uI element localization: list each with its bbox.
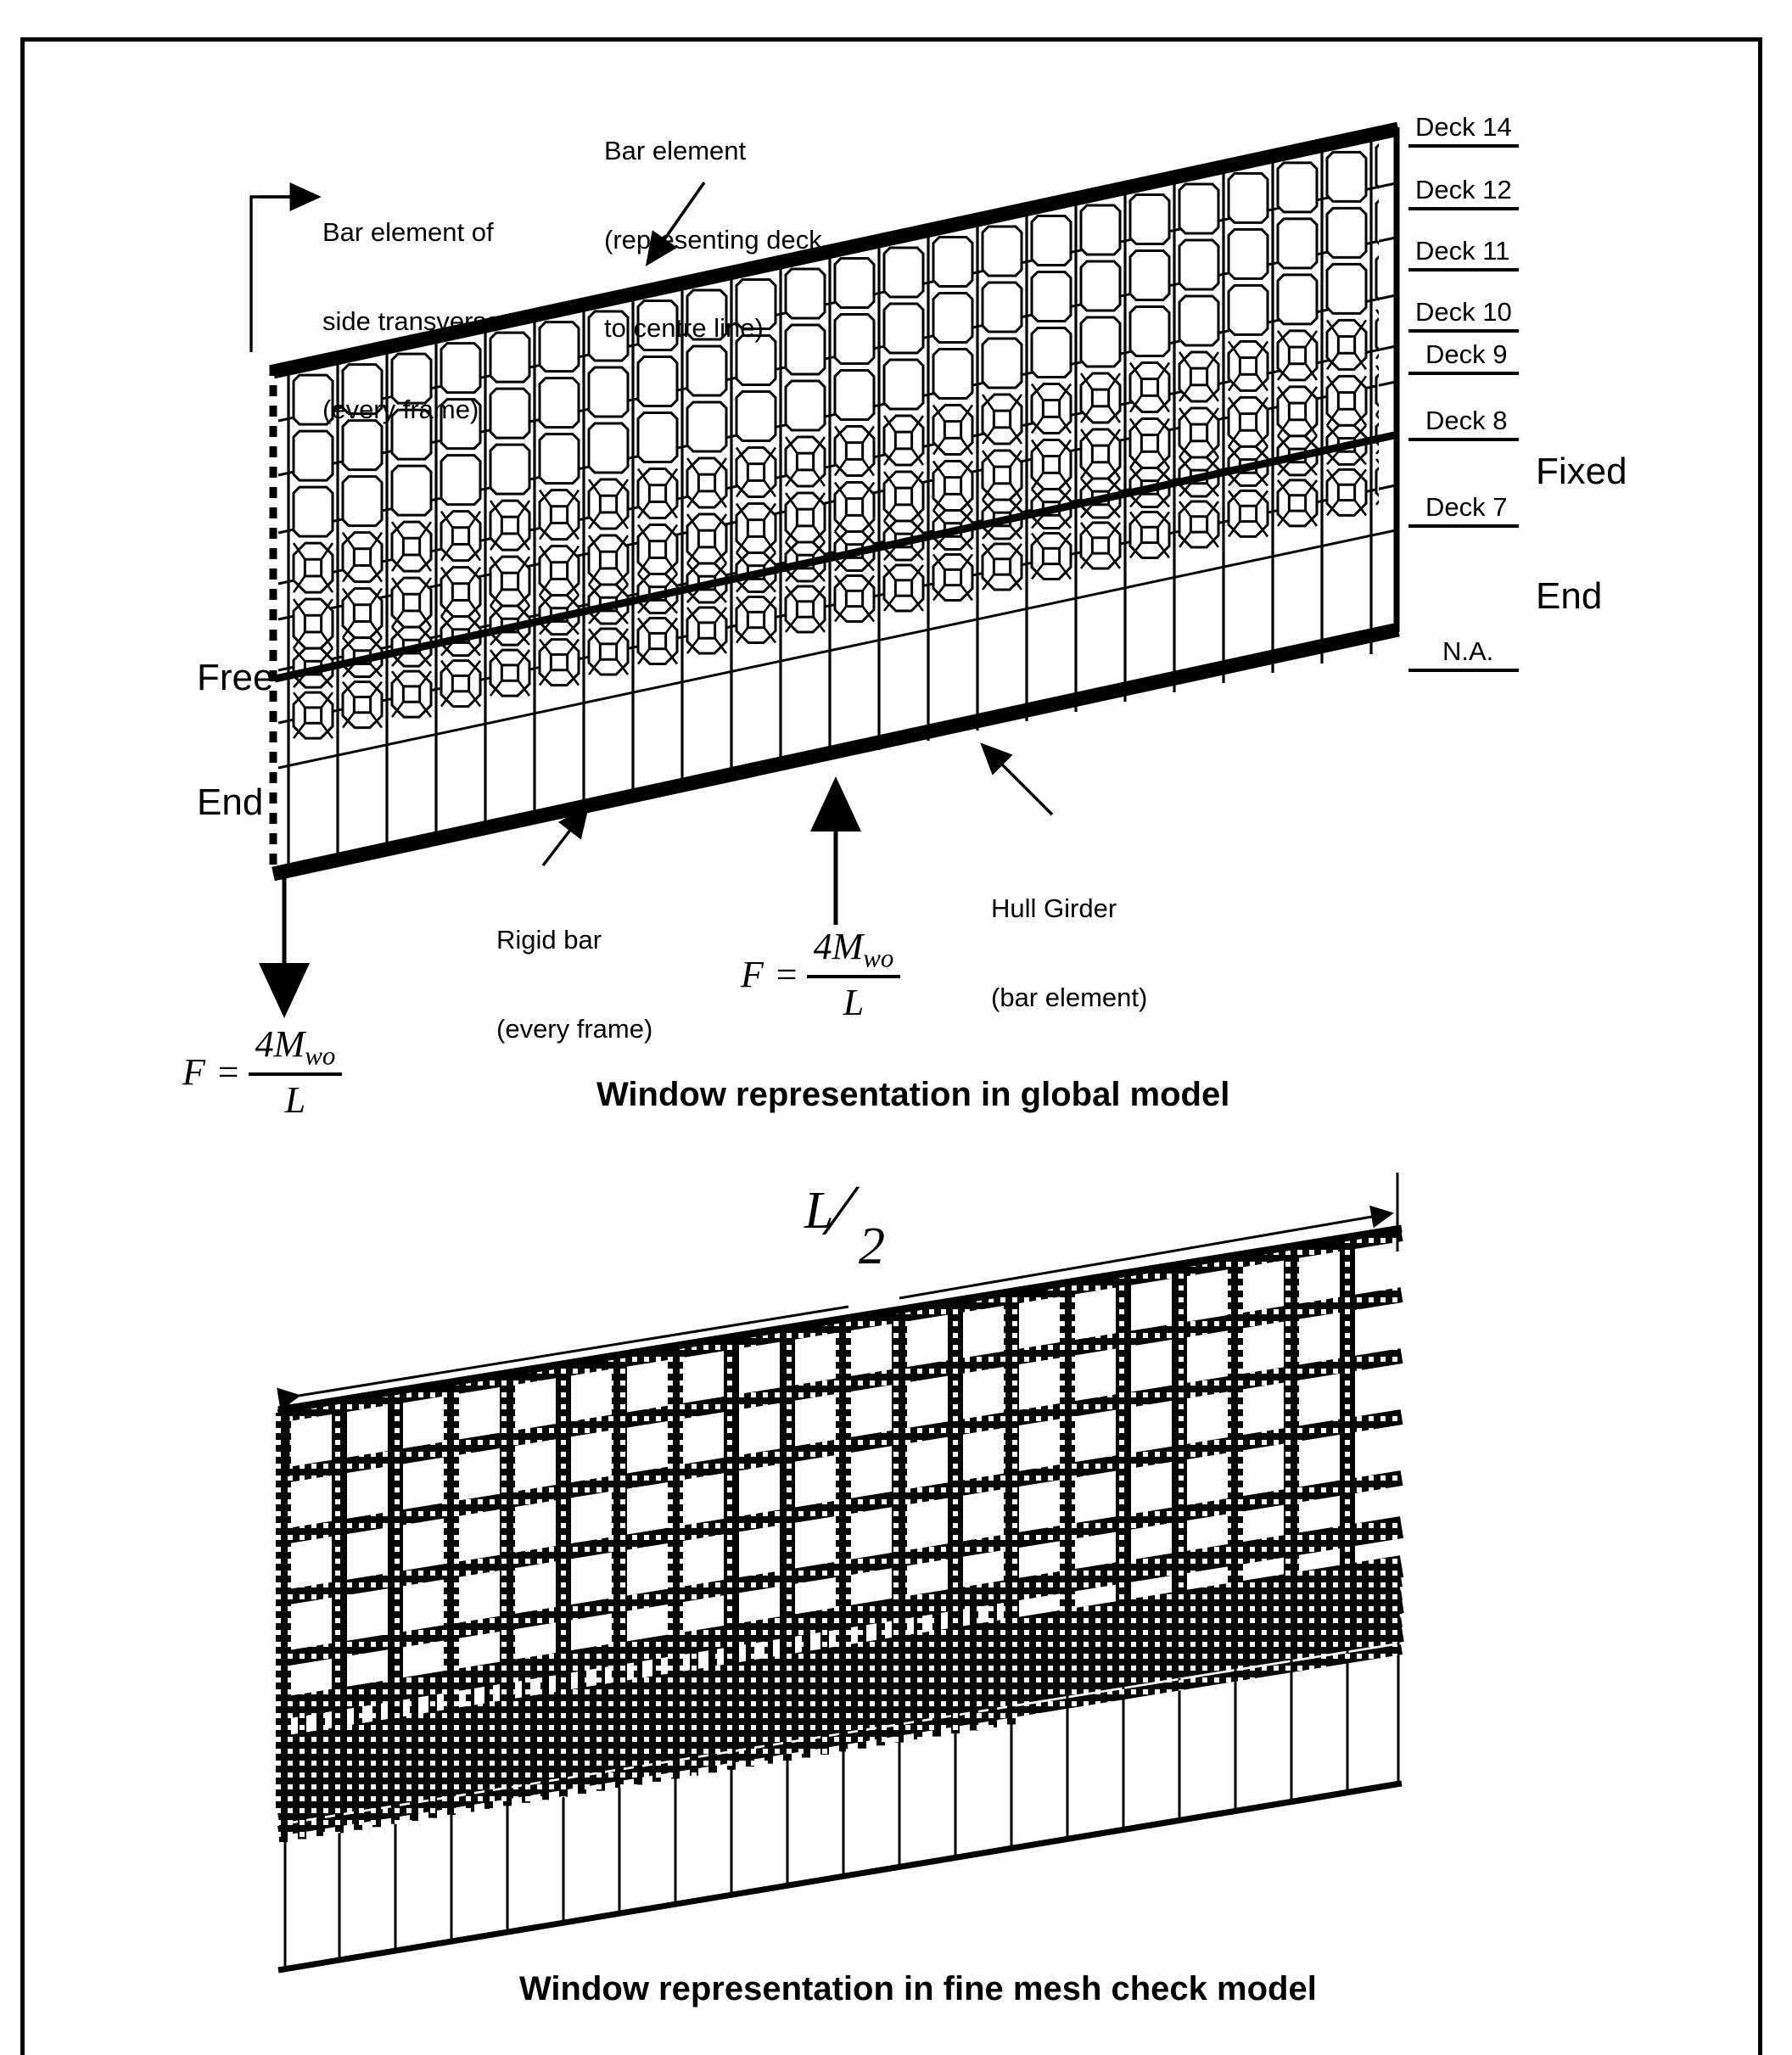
window-aperture <box>354 549 370 566</box>
window-cell <box>540 434 579 484</box>
force-eq-left: = <box>215 1051 241 1094</box>
window-aperture <box>846 443 862 460</box>
caption-global-model: Window representation in global model <box>596 1076 1230 1113</box>
force-formula-left <box>182 1022 342 1122</box>
window-cell <box>1278 275 1317 324</box>
window-aperture <box>846 591 862 606</box>
window-aperture <box>1092 538 1108 553</box>
deck-label-10: Deck 10 <box>1415 297 1512 327</box>
window-aperture <box>1338 484 1354 500</box>
window-cell <box>1130 306 1169 356</box>
force-eq-centre: = <box>773 954 799 996</box>
dimension-numerator: L <box>804 1182 834 1240</box>
window-aperture <box>1289 496 1305 511</box>
window-cell <box>589 423 628 473</box>
window-cell <box>835 371 874 420</box>
window-aperture <box>452 675 468 691</box>
window-cell <box>1327 152 1366 201</box>
window-aperture <box>1043 400 1059 417</box>
window-cell <box>933 349 972 398</box>
window-aperture <box>797 453 813 470</box>
window-aperture <box>1338 393 1354 410</box>
window-cell <box>835 315 874 364</box>
window-aperture <box>1141 379 1157 396</box>
window-aperture <box>698 474 714 491</box>
window-cell <box>343 477 382 526</box>
deck-label-12: Deck 12 <box>1415 175 1512 204</box>
window-cell <box>687 402 726 451</box>
force-denominator-centre: L <box>843 982 865 1024</box>
window-aperture <box>698 530 714 547</box>
window-aperture <box>551 654 567 669</box>
window-cell <box>294 487 333 536</box>
window-aperture <box>551 563 567 580</box>
window-aperture <box>649 485 665 502</box>
deck-label-na: N.A. <box>1442 636 1494 666</box>
window-cell <box>933 237 972 286</box>
deck-label-7: Deck 7 <box>1425 492 1508 522</box>
window-cell <box>1327 264 1366 313</box>
window-aperture <box>895 580 911 596</box>
window-aperture <box>501 517 518 534</box>
window-cell <box>638 413 677 462</box>
window-aperture <box>748 464 764 481</box>
dimension-denominator: 2 <box>859 1218 885 1275</box>
window-aperture <box>354 697 370 712</box>
window-aperture <box>1240 414 1256 431</box>
window-cell <box>1278 219 1317 268</box>
window-cell <box>1130 194 1169 244</box>
window-cell <box>1032 328 1071 377</box>
force-lhs-left: F <box>182 1051 205 1094</box>
dimension-slash: ⁄ <box>835 1169 848 1251</box>
label-fixed-end: Fixed End <box>1536 450 1627 618</box>
window-aperture <box>846 499 862 516</box>
window-aperture <box>944 569 960 585</box>
window-cell <box>1179 240 1218 289</box>
window-aperture <box>1141 527 1157 542</box>
window-aperture <box>452 528 468 545</box>
window-aperture <box>797 509 813 526</box>
window-cell <box>884 248 923 297</box>
leader-side-transverse <box>251 197 314 352</box>
deck-label-14: Deck 14 <box>1415 112 1512 142</box>
force-numerator-left: $4M_{wo}$ <box>255 1023 336 1071</box>
window-aperture <box>452 584 468 601</box>
window-aperture <box>944 422 960 439</box>
window-cell <box>1081 205 1120 255</box>
window-cell <box>1179 296 1218 345</box>
window-aperture <box>748 520 764 537</box>
annotation-hull-girder: Hull Girder (bar element) <box>991 893 1148 1012</box>
window-aperture <box>600 644 616 659</box>
window-cell <box>1179 184 1218 233</box>
deck-label-11: Deck 11 <box>1415 236 1510 266</box>
annotation-deck-centreline: Bar element (representing deck to centre line) <box>604 136 822 343</box>
window-aperture <box>403 594 419 611</box>
window-aperture <box>403 538 419 555</box>
window-aperture <box>1338 337 1354 354</box>
window-cell <box>540 378 579 428</box>
caption-fine-mesh-model: Window representation in fine mesh check model <box>519 1970 1317 2007</box>
window-aperture <box>403 686 419 702</box>
dimension-label-half-length <box>804 1169 932 1283</box>
window-cell <box>1229 229 1268 278</box>
force-lhs-centre: F <box>741 954 764 996</box>
window-aperture <box>797 602 813 617</box>
window-aperture <box>1240 506 1256 521</box>
window-aperture <box>994 559 1010 574</box>
window-cell <box>1229 173 1268 222</box>
window-aperture <box>1092 445 1108 462</box>
window-aperture <box>649 633 665 648</box>
window-aperture <box>305 559 321 576</box>
window-cell <box>884 304 923 353</box>
force-formula-centre <box>741 925 900 1024</box>
deck-label-8: Deck 8 <box>1425 406 1508 435</box>
window-aperture <box>501 665 518 680</box>
fine-mesh-model <box>278 1173 1402 1970</box>
window-cell <box>1032 272 1071 321</box>
force-fraction-centre <box>807 925 901 1024</box>
window-aperture <box>698 623 714 638</box>
window-cell <box>1081 261 1120 311</box>
window-aperture <box>305 615 321 632</box>
label-free-end: Free End <box>197 656 274 824</box>
window-aperture <box>1190 517 1207 532</box>
window-cell <box>933 293 972 342</box>
force-numerator-centre: $4M_{wo}$ <box>813 926 894 973</box>
window-cell <box>1278 163 1317 212</box>
window-aperture <box>895 488 911 505</box>
window-aperture <box>501 573 518 590</box>
window-cell <box>835 259 874 308</box>
force-denominator-left: L <box>284 1079 306 1122</box>
window-aperture <box>354 605 370 622</box>
window-aperture <box>895 432 911 449</box>
window-aperture <box>1289 347 1305 364</box>
window-cell <box>540 322 579 372</box>
window-cell <box>1327 208 1366 257</box>
window-aperture <box>1092 389 1108 406</box>
window-aperture <box>1289 403 1305 420</box>
window-aperture <box>305 708 321 723</box>
arrow-hull-girder <box>984 747 1052 815</box>
window-aperture <box>1240 358 1256 375</box>
window-cell <box>884 360 923 409</box>
window-cell <box>983 227 1022 276</box>
window-aperture <box>994 467 1010 484</box>
window-aperture <box>994 411 1010 428</box>
window-aperture <box>551 507 567 524</box>
window-aperture <box>649 541 665 558</box>
window-aperture <box>1043 456 1059 473</box>
force-fraction-left <box>249 1022 343 1122</box>
annotation-rigid-bar: Rigid bar (every frame) <box>496 925 653 1044</box>
window-aperture <box>1043 548 1059 563</box>
deck-label-9: Deck 9 <box>1425 339 1508 369</box>
window-cell <box>1081 317 1120 367</box>
window-aperture <box>748 612 764 627</box>
window-cell <box>983 339 1022 388</box>
window-aperture <box>944 478 960 495</box>
window-cell <box>1229 285 1268 334</box>
annotation-side-transverse: Bar element of side transverse (every frame) <box>322 217 501 424</box>
window-aperture <box>1190 424 1207 441</box>
window-cell <box>983 283 1022 332</box>
window-aperture <box>1141 435 1157 452</box>
window-aperture <box>600 496 616 512</box>
window-aperture <box>1190 368 1207 385</box>
window-cell <box>1130 250 1169 300</box>
window-aperture <box>600 552 616 568</box>
window-cell <box>1032 216 1071 265</box>
